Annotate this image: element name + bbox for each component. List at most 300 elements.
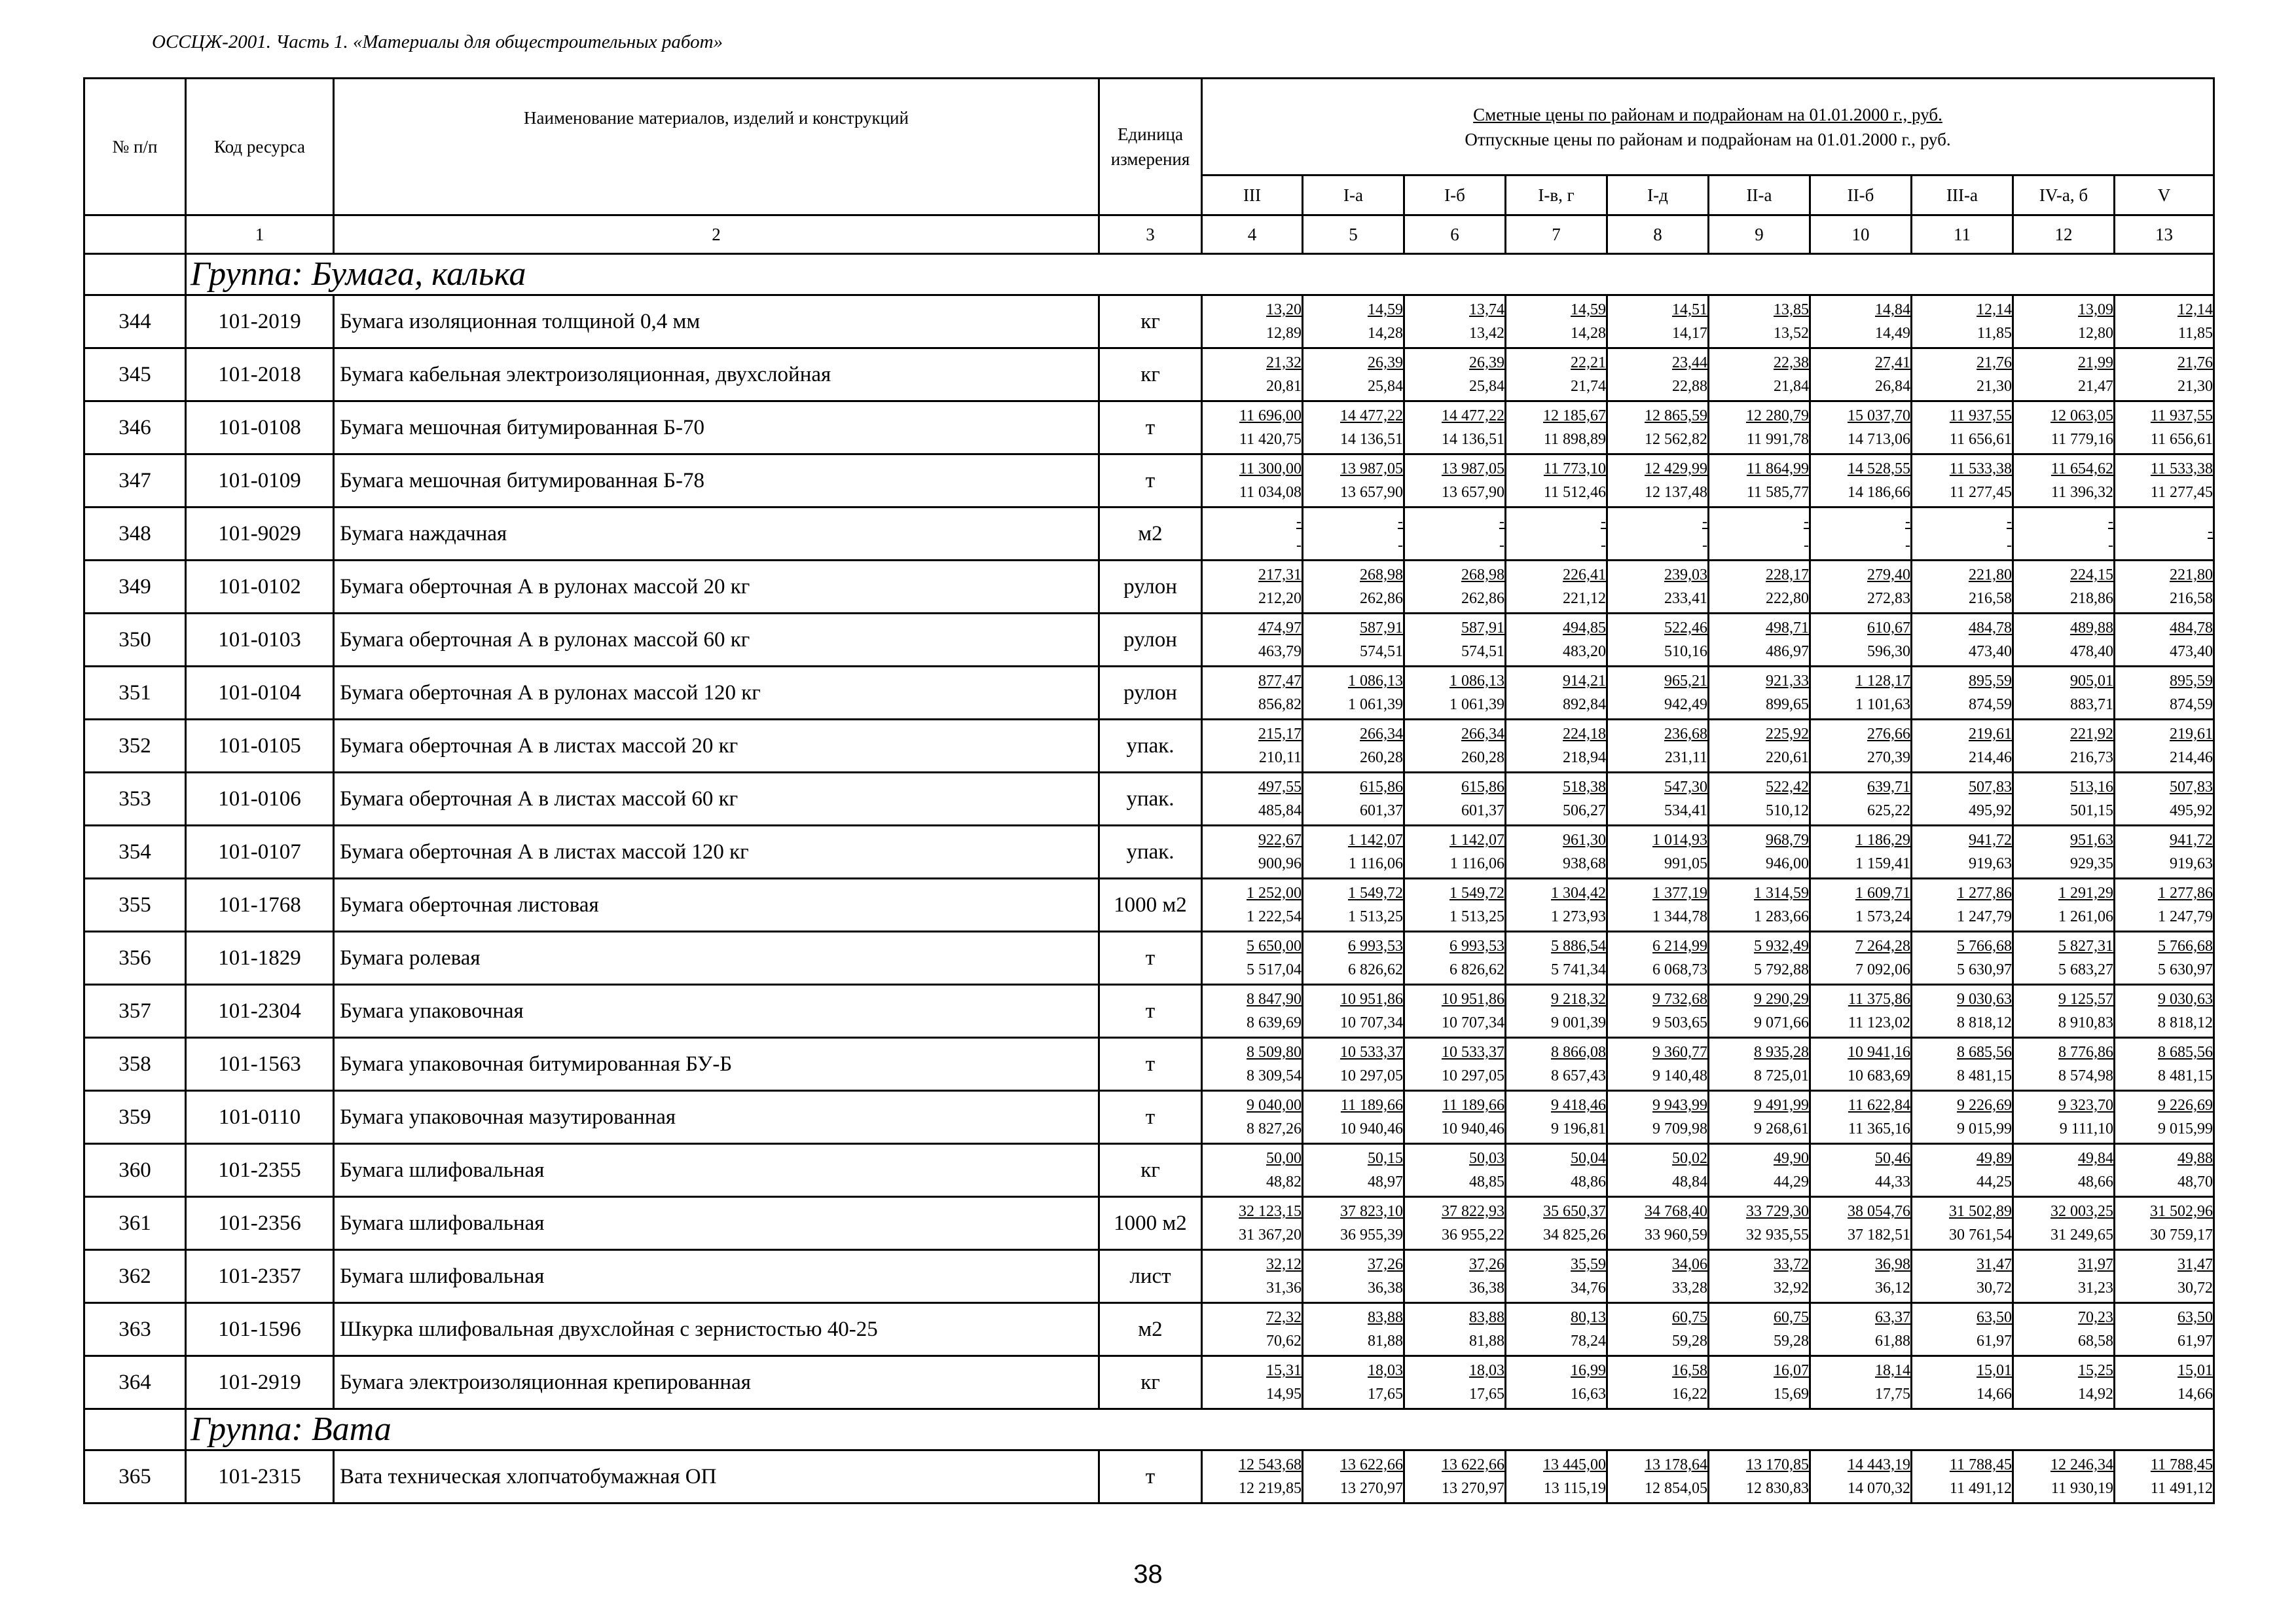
release-price: 31,36 bbox=[1266, 1280, 1302, 1297]
price-cell bbox=[1202, 932, 1303, 985]
estimate-price: 72,32 bbox=[1266, 1309, 1302, 1326]
release-price: 12,89 bbox=[1266, 325, 1302, 342]
release-price: 1 573,24 bbox=[1855, 908, 1910, 925]
price-cell bbox=[1912, 1091, 2013, 1144]
estimate-price: 15,01 bbox=[2178, 1362, 2213, 1379]
release-price: 1 513,25 bbox=[1449, 908, 1504, 925]
release-price: 21,47 bbox=[2078, 378, 2113, 395]
estimate-price: - bbox=[1702, 513, 1707, 530]
estimate-price: 951,63 bbox=[2070, 832, 2113, 849]
price-cell bbox=[1709, 1144, 1810, 1197]
estimate-price: 14,84 bbox=[1875, 301, 1910, 318]
price-cell bbox=[1607, 454, 1709, 507]
unit: т bbox=[1099, 1038, 1202, 1091]
estimate-price: 5 766,68 bbox=[2158, 938, 2213, 955]
release-price: 1 116,06 bbox=[1348, 855, 1403, 872]
estimate-price: 12,14 bbox=[1977, 301, 2012, 318]
price-cell bbox=[1810, 1250, 1912, 1303]
estimate-price: 507,83 bbox=[2170, 779, 2213, 796]
release-price: 81,88 bbox=[1368, 1333, 1403, 1350]
release-price: 11 779,16 bbox=[2050, 431, 2113, 448]
estimate-price: 37 822,93 bbox=[1442, 1203, 1504, 1220]
price-cell bbox=[1303, 295, 1404, 348]
price-cell bbox=[1607, 614, 1709, 667]
column-number: 6 bbox=[1404, 215, 1506, 254]
price-cell bbox=[1709, 561, 1810, 614]
price-cell bbox=[1810, 1450, 1912, 1504]
release-price: 30,72 bbox=[2178, 1280, 2213, 1297]
release-price: 12 219,85 bbox=[1239, 1480, 1302, 1497]
price-cell bbox=[2013, 1450, 2115, 1504]
estimate-price: 547,30 bbox=[1664, 779, 1707, 796]
price-cell bbox=[2115, 507, 2214, 561]
release-price: - bbox=[2007, 537, 2012, 554]
release-price: 946,00 bbox=[1766, 855, 1809, 872]
release-price: 216,58 bbox=[1969, 590, 2012, 607]
estimate-price: 13 170,85 bbox=[1746, 1456, 1809, 1473]
price-cell bbox=[2115, 879, 2214, 932]
estimate-price: 13 622,66 bbox=[1442, 1456, 1504, 1473]
release-price: 231,11 bbox=[1664, 749, 1707, 766]
release-price: 495,92 bbox=[1969, 802, 2012, 819]
release-price: 36,12 bbox=[1875, 1280, 1910, 1297]
material-name: Бумага шлифовальная bbox=[334, 1197, 1099, 1250]
release-price: 596,30 bbox=[1867, 643, 1910, 660]
estimate-price: - bbox=[1601, 513, 1606, 530]
estimate-price: 224,18 bbox=[1563, 726, 1606, 743]
price-cell bbox=[1912, 932, 2013, 985]
estimate-price: 11 937,55 bbox=[2150, 407, 2213, 424]
release-price: 12,80 bbox=[2078, 325, 2113, 342]
material-name: Бумага оберточная листовая bbox=[334, 879, 1099, 932]
estimate-price: 31 502,89 bbox=[1949, 1203, 2012, 1220]
estimate-price: 12 246,34 bbox=[2050, 1456, 2113, 1473]
estimate-price: 474,97 bbox=[1258, 619, 1302, 637]
estimate-price: 268,98 bbox=[1360, 566, 1403, 583]
release-price: 8 818,12 bbox=[1957, 1014, 2012, 1031]
release-price: 601,37 bbox=[1360, 802, 1403, 819]
release-price: 13,52 bbox=[1774, 325, 1809, 342]
material-name: Бумага оберточная А в рулонах массой 60 кг bbox=[334, 614, 1099, 667]
region-header: I-б bbox=[1404, 175, 1506, 215]
estimate-price: 922,67 bbox=[1258, 832, 1302, 849]
price-cell bbox=[1303, 507, 1404, 561]
release-price: 919,63 bbox=[1969, 855, 2012, 872]
estimate-price: - bbox=[2007, 513, 2012, 530]
row-number: 346 bbox=[84, 401, 186, 454]
release-price: 1 101,63 bbox=[1855, 696, 1910, 713]
release-price: - bbox=[1499, 537, 1504, 554]
release-price: - bbox=[1905, 537, 1910, 554]
release-price: 1 344,78 bbox=[1652, 908, 1707, 925]
release-price: 17,65 bbox=[1368, 1386, 1403, 1403]
release-price: 30,72 bbox=[1977, 1280, 2012, 1297]
row-number: 358 bbox=[84, 1038, 186, 1091]
release-price: 8 725,01 bbox=[1754, 1067, 1809, 1084]
price-cell bbox=[1709, 614, 1810, 667]
release-price: 478,40 bbox=[2070, 643, 2113, 660]
estimate-price: 37,26 bbox=[1368, 1256, 1403, 1273]
estimate-price: 1 304,42 bbox=[1551, 885, 1606, 902]
price-cell bbox=[1202, 1356, 1303, 1409]
price-cell bbox=[1404, 1303, 1506, 1356]
estimate-price: 9 226,69 bbox=[1957, 1097, 2012, 1114]
resource-code: 101-2355 bbox=[186, 1144, 334, 1197]
release-price: 31 249,65 bbox=[2050, 1227, 2113, 1244]
release-price: 10 297,05 bbox=[1442, 1067, 1504, 1084]
column-number: 1 bbox=[186, 215, 334, 254]
material-name: Бумага изоляционная толщиной 0,4 мм bbox=[334, 295, 1099, 348]
price-cell bbox=[1202, 1250, 1303, 1303]
price-cell bbox=[1810, 667, 1912, 720]
estimate-price: 50,02 bbox=[1672, 1150, 1707, 1167]
estimate-price: 16,07 bbox=[1774, 1362, 1809, 1379]
price-cell bbox=[1607, 1250, 1709, 1303]
release-price: 36,38 bbox=[1469, 1280, 1504, 1297]
release-price: 5 630,97 bbox=[1957, 961, 2012, 978]
price-cell bbox=[1810, 1091, 1912, 1144]
price-cell bbox=[1709, 1250, 1810, 1303]
column-number: 4 bbox=[1202, 215, 1303, 254]
unit: т bbox=[1099, 932, 1202, 985]
estimate-price: 8 866,08 bbox=[1551, 1044, 1606, 1061]
resource-code: 101-0110 bbox=[186, 1091, 334, 1144]
release-price: 32 935,55 bbox=[1746, 1227, 1809, 1244]
release-price: 214,46 bbox=[2170, 749, 2213, 766]
release-price: 14 136,51 bbox=[1340, 431, 1403, 448]
estimate-price: 35,59 bbox=[1571, 1256, 1606, 1273]
release-price: 13 657,90 bbox=[1442, 484, 1504, 501]
release-price: 1 247,79 bbox=[1957, 908, 2012, 925]
estimate-price: 13,20 bbox=[1266, 301, 1302, 318]
estimate-price: 14 477,22 bbox=[1442, 407, 1504, 424]
estimate-price: 34 768,40 bbox=[1645, 1203, 1707, 1220]
release-price: 33 960,59 bbox=[1645, 1227, 1707, 1244]
price-cell bbox=[1202, 295, 1303, 348]
price-cell bbox=[1607, 1091, 1709, 1144]
row-number: 355 bbox=[84, 879, 186, 932]
release-price: 34 825,26 bbox=[1543, 1227, 1606, 1244]
price-cell bbox=[1810, 507, 1912, 561]
price-cell bbox=[1202, 879, 1303, 932]
estimate-price: 16,99 bbox=[1571, 1362, 1606, 1379]
estimate-price: 13 622,66 bbox=[1340, 1456, 1403, 1473]
material-name: Бумага оберточная А в листах массой 120 кг bbox=[334, 826, 1099, 879]
material-name: Бумага ролевая bbox=[334, 932, 1099, 985]
table-row bbox=[84, 401, 2214, 454]
price-cell bbox=[1202, 1303, 1303, 1356]
release-price: 26,84 bbox=[1875, 378, 1910, 395]
price-cell bbox=[1404, 1091, 1506, 1144]
price-cell bbox=[1506, 773, 1607, 826]
estimate-price: 9 418,46 bbox=[1551, 1097, 1606, 1114]
row-number: 350 bbox=[84, 614, 186, 667]
release-price: 20,81 bbox=[1266, 378, 1302, 395]
price-cell bbox=[1912, 985, 2013, 1038]
estimate-price: 221,80 bbox=[2170, 566, 2213, 583]
estimate-price: 8 685,56 bbox=[1957, 1044, 2012, 1061]
price-cell bbox=[1404, 561, 1506, 614]
price-cell bbox=[1709, 879, 1810, 932]
table-row bbox=[84, 773, 2214, 826]
price-cell bbox=[1303, 348, 1404, 401]
estimate-price: 11 788,45 bbox=[1949, 1456, 2012, 1473]
price-cell bbox=[1912, 826, 2013, 879]
row-number: 351 bbox=[84, 667, 186, 720]
release-price: 9 268,61 bbox=[1754, 1120, 1809, 1137]
release-price: 262,86 bbox=[1360, 590, 1403, 607]
estimate-price: 276,66 bbox=[1867, 726, 1910, 743]
price-cell bbox=[1303, 401, 1404, 454]
release-price: 11,85 bbox=[1977, 325, 2012, 342]
release-price: 6 826,62 bbox=[1449, 961, 1504, 978]
estimate-price: 33,72 bbox=[1774, 1256, 1809, 1273]
material-name: Бумага упаковочная bbox=[334, 985, 1099, 1038]
release-price: 222,80 bbox=[1766, 590, 1809, 607]
resource-code: 101-1563 bbox=[186, 1038, 334, 1091]
release-price: 991,05 bbox=[1664, 855, 1707, 872]
row-number: 352 bbox=[84, 720, 186, 773]
release-price: 495,92 bbox=[2170, 802, 2213, 819]
unit: упак. bbox=[1099, 826, 1202, 879]
release-price: 48,84 bbox=[1672, 1173, 1707, 1190]
release-price: 11 396,32 bbox=[2050, 484, 2113, 501]
price-cell bbox=[1202, 1144, 1303, 1197]
price-cell bbox=[2013, 720, 2115, 773]
table-row bbox=[84, 879, 2214, 932]
row-number: 345 bbox=[84, 348, 186, 401]
estimate-price: 32 123,15 bbox=[1239, 1203, 1302, 1220]
estimate-price: 14,59 bbox=[1368, 301, 1403, 318]
price-cell bbox=[1202, 561, 1303, 614]
estimate-price: 12 429,99 bbox=[1645, 460, 1707, 477]
release-price: 44,33 bbox=[1875, 1173, 1910, 1190]
price-cell bbox=[1404, 1250, 1506, 1303]
estimate-price: 215,17 bbox=[1258, 726, 1302, 743]
estimate-price: 8 509,80 bbox=[1247, 1044, 1302, 1061]
price-cell bbox=[2013, 1091, 2115, 1144]
release-price: 270,39 bbox=[1867, 749, 1910, 766]
release-price: 1 273,93 bbox=[1551, 908, 1606, 925]
price-cell bbox=[1709, 720, 1810, 773]
price-cell bbox=[1404, 1356, 1506, 1409]
table-row bbox=[84, 507, 2214, 561]
release-price: 13 115,19 bbox=[1543, 1480, 1606, 1497]
release-price: 8 657,43 bbox=[1551, 1067, 1606, 1084]
unit: т bbox=[1099, 454, 1202, 507]
estimate-price: 9 125,57 bbox=[2058, 991, 2113, 1008]
release-price: 37 182,51 bbox=[1848, 1227, 1910, 1244]
price-cell bbox=[1404, 1144, 1506, 1197]
price-cell bbox=[2013, 295, 2115, 348]
region-header: III bbox=[1202, 175, 1303, 215]
price-cell bbox=[1607, 1450, 1709, 1504]
material-name: Бумага кабельная электроизоляционная, двухслойная bbox=[334, 348, 1099, 401]
resource-code: 101-1829 bbox=[186, 932, 334, 985]
price-cell bbox=[1404, 1197, 1506, 1250]
table-row bbox=[84, 1197, 2214, 1250]
price-cell bbox=[1506, 1197, 1607, 1250]
release-price: 61,88 bbox=[1875, 1333, 1910, 1350]
estimate-price: 83,88 bbox=[1469, 1309, 1504, 1326]
release-price: 61,97 bbox=[2178, 1333, 2213, 1350]
release-price: 9 140,48 bbox=[1652, 1067, 1707, 1084]
price-cell bbox=[2115, 561, 2214, 614]
release-price: 272,83 bbox=[1867, 590, 1910, 607]
price-cell bbox=[1202, 985, 1303, 1038]
price-cell bbox=[1303, 720, 1404, 773]
release-price: 938,68 bbox=[1563, 855, 1606, 872]
estimate-price: 49,84 bbox=[2078, 1150, 2113, 1167]
resource-code: 101-2018 bbox=[186, 348, 334, 401]
price-cell bbox=[1506, 295, 1607, 348]
estimate-price: 266,34 bbox=[1360, 726, 1403, 743]
material-name: Бумага мешочная битумированная Б-78 bbox=[334, 454, 1099, 507]
release-price: 11 123,02 bbox=[1848, 1014, 1910, 1031]
release-price: 9 015,99 bbox=[2158, 1120, 2213, 1137]
estimate-price: 50,03 bbox=[1469, 1150, 1504, 1167]
release-price: 59,28 bbox=[1672, 1333, 1707, 1350]
header-estimate-prices: Сметные цены по районам и подрайонам на 01.01.2000 г., руб. bbox=[1473, 104, 1942, 124]
estimate-price: 1 142,07 bbox=[1348, 832, 1403, 849]
estimate-price: 914,21 bbox=[1563, 673, 1606, 690]
release-price: 48,66 bbox=[2078, 1173, 2113, 1190]
price-cell bbox=[1810, 561, 1912, 614]
estimate-price: 11 864,99 bbox=[1746, 460, 1809, 477]
release-price: 874,59 bbox=[2170, 696, 2213, 713]
material-name: Бумага упаковочная мазутированная bbox=[334, 1091, 1099, 1144]
price-cell bbox=[1303, 1303, 1404, 1356]
price-cell bbox=[1404, 1450, 1506, 1504]
price-cell bbox=[1810, 1038, 1912, 1091]
release-price: - bbox=[1804, 537, 1809, 554]
unit: 1000 м2 bbox=[1099, 1197, 1202, 1250]
estimate-price: 968,79 bbox=[1766, 832, 1809, 849]
estimate-price: 12 543,68 bbox=[1239, 1456, 1302, 1473]
price-cell bbox=[1607, 1197, 1709, 1250]
estimate-price: 31 502,96 bbox=[2150, 1203, 2213, 1220]
price-cell bbox=[1202, 401, 1303, 454]
table-row bbox=[84, 1450, 2214, 1504]
estimate-price: 1 252,00 bbox=[1247, 885, 1302, 902]
release-price: 21,30 bbox=[1977, 378, 2012, 395]
release-price: 25,84 bbox=[1469, 378, 1504, 395]
estimate-price: 507,83 bbox=[1969, 779, 2012, 796]
release-price: 25,84 bbox=[1368, 378, 1403, 395]
estimate-price: 965,21 bbox=[1664, 673, 1707, 690]
estimate-price: 489,88 bbox=[2070, 619, 2113, 637]
column-number: 5 bbox=[1303, 215, 1404, 254]
unit: т bbox=[1099, 985, 1202, 1038]
price-cell bbox=[1404, 720, 1506, 773]
release-price: 14,92 bbox=[2078, 1386, 2113, 1403]
price-cell bbox=[1607, 1303, 1709, 1356]
estimate-price: 63,50 bbox=[2178, 1309, 2213, 1326]
unit: рулон bbox=[1099, 667, 1202, 720]
estimate-price: 15,01 bbox=[1977, 1362, 2012, 1379]
material-name: Бумага электроизоляционная крепированная bbox=[334, 1356, 1099, 1409]
estimate-price: 22,38 bbox=[1774, 354, 1809, 371]
estimate-price: 877,47 bbox=[1258, 673, 1302, 690]
release-price: 59,28 bbox=[1774, 1333, 1809, 1350]
estimate-price: 615,86 bbox=[1360, 779, 1403, 796]
price-cell bbox=[2013, 561, 2115, 614]
table-row bbox=[84, 932, 2214, 985]
price-cell bbox=[1202, 454, 1303, 507]
release-price: 11 656,61 bbox=[2150, 431, 2213, 448]
price-cell bbox=[2115, 1250, 2214, 1303]
price-cell bbox=[1303, 1038, 1404, 1091]
estimate-price: 1 314,59 bbox=[1754, 885, 1809, 902]
price-cell bbox=[2115, 401, 2214, 454]
price-cell bbox=[1912, 1356, 2013, 1409]
price-cell bbox=[1709, 401, 1810, 454]
estimate-price: - bbox=[1296, 513, 1302, 530]
release-price: 892,84 bbox=[1563, 696, 1606, 713]
resource-code: 101-0102 bbox=[186, 561, 334, 614]
estimate-price: 80,13 bbox=[1571, 1309, 1606, 1326]
release-price: 216,73 bbox=[2070, 749, 2113, 766]
release-price: 11 491,12 bbox=[2150, 1480, 2213, 1497]
estimate-price: 219,61 bbox=[2170, 726, 2213, 743]
estimate-price: - bbox=[2108, 513, 2113, 530]
estimate-price: 239,03 bbox=[1664, 566, 1707, 583]
release-price: 260,28 bbox=[1461, 749, 1504, 766]
price-cell bbox=[1607, 932, 1709, 985]
price-cell bbox=[2115, 826, 2214, 879]
price-cell bbox=[2115, 614, 2214, 667]
estimate-price: 13,85 bbox=[1774, 301, 1809, 318]
price-cell bbox=[1607, 826, 1709, 879]
price-cell bbox=[1912, 720, 2013, 773]
estimate-price: 587,91 bbox=[1360, 619, 1403, 637]
estimate-price: 33 729,30 bbox=[1746, 1203, 1809, 1220]
estimate-price: 31,47 bbox=[1977, 1256, 2012, 1273]
unit: лист bbox=[1099, 1250, 1202, 1303]
header-name: Наименование материалов, изделий и конструкций bbox=[334, 79, 1099, 215]
estimate-price: 7 264,28 bbox=[1855, 938, 1910, 955]
release-price: 473,40 bbox=[1969, 643, 2012, 660]
release-price: 14,28 bbox=[1571, 325, 1606, 342]
release-price: 9 111,10 bbox=[2059, 1120, 2113, 1137]
release-price: 506,27 bbox=[1563, 802, 1606, 819]
release-price: 14,17 bbox=[1672, 325, 1707, 342]
price-cell bbox=[1506, 401, 1607, 454]
material-name: Вата техническая хлопчатобумажная ОП bbox=[334, 1450, 1099, 1504]
estimate-price: 22,21 bbox=[1571, 354, 1606, 371]
estimate-price: 26,39 bbox=[1469, 354, 1504, 371]
estimate-price: 228,17 bbox=[1766, 566, 1809, 583]
price-cell bbox=[1303, 985, 1404, 1038]
estimate-price: 13,09 bbox=[2078, 301, 2113, 318]
price-cell bbox=[1506, 507, 1607, 561]
estimate-price: 35 650,37 bbox=[1543, 1203, 1606, 1220]
release-price: 1 222,54 bbox=[1247, 908, 1302, 925]
price-cell bbox=[1506, 720, 1607, 773]
release-price: 9 001,39 bbox=[1551, 1014, 1606, 1031]
estimate-price: - bbox=[1398, 513, 1403, 530]
estimate-price: - bbox=[1905, 513, 1910, 530]
price-cell bbox=[2013, 826, 2115, 879]
release-price: - bbox=[1296, 537, 1302, 554]
estimate-price: 63,37 bbox=[1875, 1309, 1910, 1326]
price-cell bbox=[1506, 561, 1607, 614]
release-price: 61,97 bbox=[1977, 1333, 2012, 1350]
release-price: 510,12 bbox=[1766, 802, 1809, 819]
region-header: I-д bbox=[1607, 175, 1709, 215]
estimate-price: - bbox=[1499, 513, 1504, 530]
release-price: 8 481,15 bbox=[1957, 1067, 2012, 1084]
